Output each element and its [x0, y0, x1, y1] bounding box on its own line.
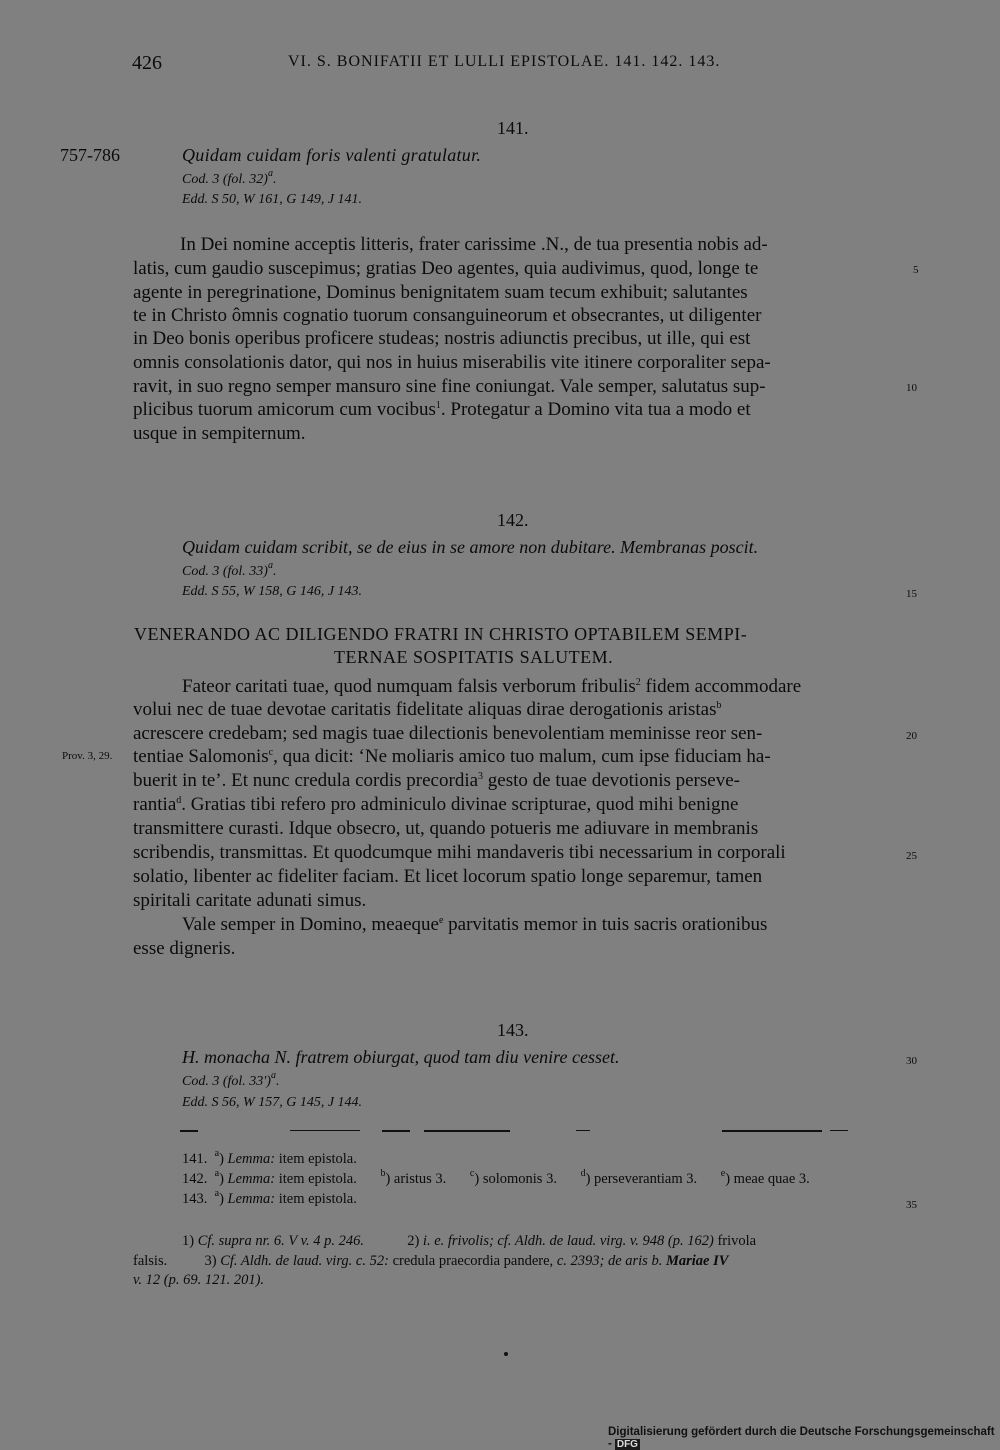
text-line: plicibus tuorum amicorum cum vocibus$^1$. Protegatur a Domino vita tua a modo et	[133, 399, 751, 420]
page-number: 426	[132, 52, 162, 74]
apparatus-row: 141. $^a$) Lemma: item epistola.	[182, 1148, 357, 1167]
letter-142-editions: Edd. S 55, W 158, G 146, J 143.	[182, 584, 363, 599]
text-line: solatio, libenter ac fideliter faciam. Et licet locorum spatio longe separemur, tamen	[133, 866, 763, 887]
text-line: Fateor caritati tuae, quod numquam falsis verborum fribulis$^2$ fidem accommodare	[182, 676, 802, 697]
letter-142-summary: Quidam cuidam scribit, se de eius in se amore non dubitare. Membranas poscit.	[182, 537, 759, 557]
text-line: transmittere curasti. Idque obsecro, ut, quando potueris me adiuvare in membranis	[133, 818, 759, 839]
footnote-line: falsis. 3) Cf. Aldh. de laud. virg. c. 52: credula praecordia pandere, c. 2393; de aris b. Mariae IV	[133, 1253, 729, 1269]
letter-141-codex: Cod. 3 (fol. 32)$^a$.	[182, 168, 277, 187]
letter-143-summary: H. monacha N. fratrem obiurgat, quod tam diu venire cesset.	[182, 1047, 620, 1067]
letter-143-editions: Edd. S 56, W 157, G 145, J 144.	[182, 1095, 363, 1110]
text-line: ravit, in suo regno semper mansuro sine fine coniungat. Vale semper, salutatus sup-	[133, 376, 766, 397]
letter-143-number: 143.	[497, 1020, 529, 1040]
text-line: usque in sempiternum.	[133, 423, 306, 444]
letter-141-editions: Edd. S 50, W 161, G 149, J 141.	[182, 192, 363, 207]
text-line: spiritali caritate adunati simus.	[133, 890, 367, 911]
text-line: In Dei nomine acceptis litteris, frater carissime .N., de tua presentia nobis ad-	[180, 234, 768, 255]
letter-143-codex: Cod. 3 (fol. 33')$^a$.	[182, 1070, 280, 1089]
margin-reference: Prov. 3, 29.	[62, 750, 113, 762]
text-line: in Deo bonis operibus proficere studeas; nostris adiunctis precibus, ut ille, qui est	[133, 328, 751, 349]
text-line: volui nec de tuae devotae caritatis fidelitate aliquas dirae derogationis aristas$^b$	[133, 699, 722, 720]
line-number: 30	[906, 1055, 917, 1067]
line-number: 25	[906, 850, 917, 862]
footnote-line: 1) Cf. supra nr. 6. V v. 4 p. 246. 2) i. e. frivolis; cf. Aldh. de laud. virg. v. 948 (p. 162) frivola	[182, 1233, 757, 1249]
text-line: te in Christo ômnis cognatio tuorum consanguineorum et obsecrantes, ut diligenter	[133, 305, 762, 326]
footnote-line: v. 12 (p. 69. 121. 201).	[133, 1272, 265, 1288]
salutation-line-1: VENERANDO AC DILIGENDO FRATRI IN CHRISTO OPTABILEM SEMPI-	[134, 624, 748, 644]
text-line: Vale semper in Domino, meaeque$^e$ parvitatis memor in tuis sacris orationibus	[182, 914, 768, 935]
text-line: esse digneris.	[133, 938, 236, 959]
text-line: acrescere credebam; sed magis tuae dilectionis benevolentiam meminisse reor sen-	[133, 723, 763, 744]
letter-141-summary: Quidam cuidam foris valenti gratulatur.	[182, 145, 482, 165]
salutation-line-2: TERNAE SOSPITATIS SALUTEM.	[334, 647, 614, 667]
date-range: 757-786	[60, 145, 120, 165]
text-line: agente in peregrinatione, Dominus benignitatem suam tecum exhibuit; salutantes	[133, 282, 748, 303]
letter-142-codex: Cod. 3 (fol. 33)$^a$.	[182, 560, 277, 579]
line-number: 10	[906, 382, 917, 394]
text-line: latis, cum gaudio suscepimus; gratias Deo agentes, quia audivimus, quod, longe te	[133, 258, 759, 279]
letter-142-number: 142.	[497, 510, 529, 530]
text-line: tentiae Salomonis$^c$, qua dicit: ‘Ne moliaris amico tuo malum, cum ipse fiduciam ha-	[133, 746, 771, 767]
line-number: 15	[906, 588, 917, 600]
text-line: buerit in te’. Et nunc credula cordis precordia$^3$ gesto de tuae devotionis perseve-	[133, 770, 740, 791]
text-line: rantia$^d$. Gratias tibi refero pro adminiculo divinae scripturae, quod mihi benigne	[133, 794, 739, 815]
apparatus-row: 143. $^a$) Lemma: item epistola.	[182, 1188, 357, 1207]
text-line: omnis consolationis dator, qui nos in huius miserabilis vite itinere corporaliter sepa-	[133, 352, 771, 373]
line-number: 20	[906, 730, 917, 742]
letter-141-number: 141.	[497, 118, 529, 138]
text-line: scribendis, transmittas. Et quodcumque mihi mandaveris tibi necessarium in corporali	[133, 842, 786, 863]
line-number: 5	[913, 264, 919, 276]
line-number: 35	[906, 1199, 917, 1211]
dfg-logo: DFG	[616, 1439, 638, 1450]
running-title: VI. S. BONIFATII ET LULLI EPISTOLAE. 141. 142. 143.	[288, 53, 721, 70]
apparatus-row: 142. $^a$) Lemma: item epistola. $^b$) aristus 3. $^c$) solomonis 3. $^d$) perseverantiam 3. $^e$) meae quae 3.	[182, 1168, 810, 1187]
ink-speck	[504, 1352, 508, 1356]
digitization-credit: Digitalisierung gefördert durch die Deutsche Forschungsgemeinschaft - DFG	[608, 1426, 995, 1450]
